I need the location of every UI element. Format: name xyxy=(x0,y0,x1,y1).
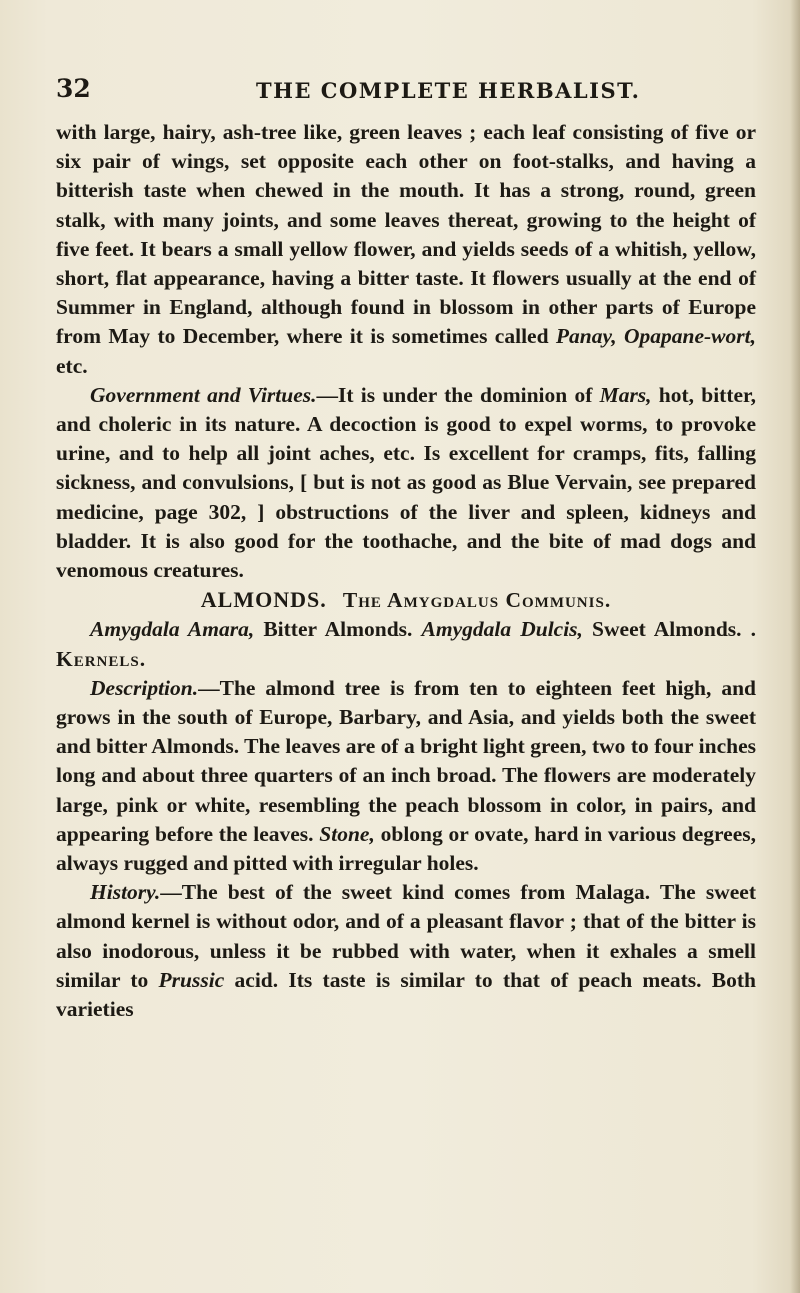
italic-run: Amygdala Amara, xyxy=(90,617,255,642)
entry-heading-almonds xyxy=(56,585,756,615)
page-header xyxy=(56,74,756,104)
paragraph-government-virtues xyxy=(56,381,756,585)
section-heading: History. xyxy=(90,880,161,905)
text-run: —It is under the dominion of xyxy=(316,382,600,407)
paragraph-synonyms xyxy=(56,615,756,673)
italic-run: Opapane-wort, xyxy=(624,324,756,349)
part-used: Kernels. xyxy=(56,646,147,671)
italic-run: Prussic xyxy=(158,967,225,992)
entry-botanical-name: The Amygdalus Communis. xyxy=(342,588,612,613)
text-run xyxy=(617,324,624,348)
section-heading: Description. xyxy=(90,675,199,700)
page-edge-shadow xyxy=(790,0,800,1293)
page-number: 32 xyxy=(56,74,91,103)
italic-run: Mars, xyxy=(599,382,652,407)
text-run: Sweet Almonds. . xyxy=(582,617,757,642)
body-text xyxy=(56,118,756,1024)
italic-run: Stone, xyxy=(319,821,375,846)
paragraph-continuation xyxy=(56,118,756,381)
section-heading: Government and Virtues. xyxy=(90,382,317,407)
paragraph-history xyxy=(56,878,756,1024)
text-run: etc. xyxy=(56,353,88,378)
paragraph-description xyxy=(56,674,756,878)
text-run: Bitter Almonds. xyxy=(254,617,422,642)
italic-run: Amygdala Dulcis, xyxy=(421,617,583,642)
text-run: —The almond tree is from ten to eighteen feet high, and grows in the south of Europe, Barbary, and Asia, and yields both the sweet and bitter Almonds. The leaves are of a bright light green, two to four inches long and about three quarters of an inch broad. The flowers are moderately large, pink or white, resembling the peach blossom in color, in pairs, and appearing before the leaves. xyxy=(56,675,756,846)
running-title: THE COMPLETE HERBALIST. xyxy=(256,78,641,103)
text-run: —The best of the sweet kind comes from Malaga. The sweet almond kernel is without odor, and of a pleasant flavor ; that of the bitter is also inodorous, unless it be rubbed with water, when it exhales a smell similar to xyxy=(56,880,756,992)
text-run: with large, hairy, ash-tree like, green leaves ; each leaf consisting of five or six pair of wings, set opposite each other on foot-stalks, and having a bitterish taste when chewed in the mouth. It has a strong, round, green stalk, with many joints, and some leaves thereat, growing to the height of five feet. It bears a small yellow flower, and yields seeds of a whitish, yellow, short, flat appearance, having a bitter taste. It flowers usually at the end of Summer in England, although found in blossom in other parts of Europe from May to December, where it is sometimes called xyxy=(56,120,756,349)
text-run: hot, bitter, and choleric in its nature. A decoction is good to expel worms, to provoke urine, and to help all joint aches, etc. Is excellent for cramps, fits, falling sickness, and convulsions, [ but is not as good as Blue Vervain, see prepared medicine, page 302, ] obstructions of the liver and spleen, kidneys and bladder. It is also good for the toothache, and the bite of mad dogs and venomous creatures. xyxy=(56,382,756,583)
text-run: acid. Its taste is similar to that of peach meats. Both varieties xyxy=(56,967,756,1022)
text-run: oblong or ovate, hard in various degrees, always rugged and pitted with irregular holes. xyxy=(56,821,756,876)
entry-title: ALMONDS. xyxy=(200,587,327,613)
italic-run: Panay, xyxy=(555,324,617,349)
